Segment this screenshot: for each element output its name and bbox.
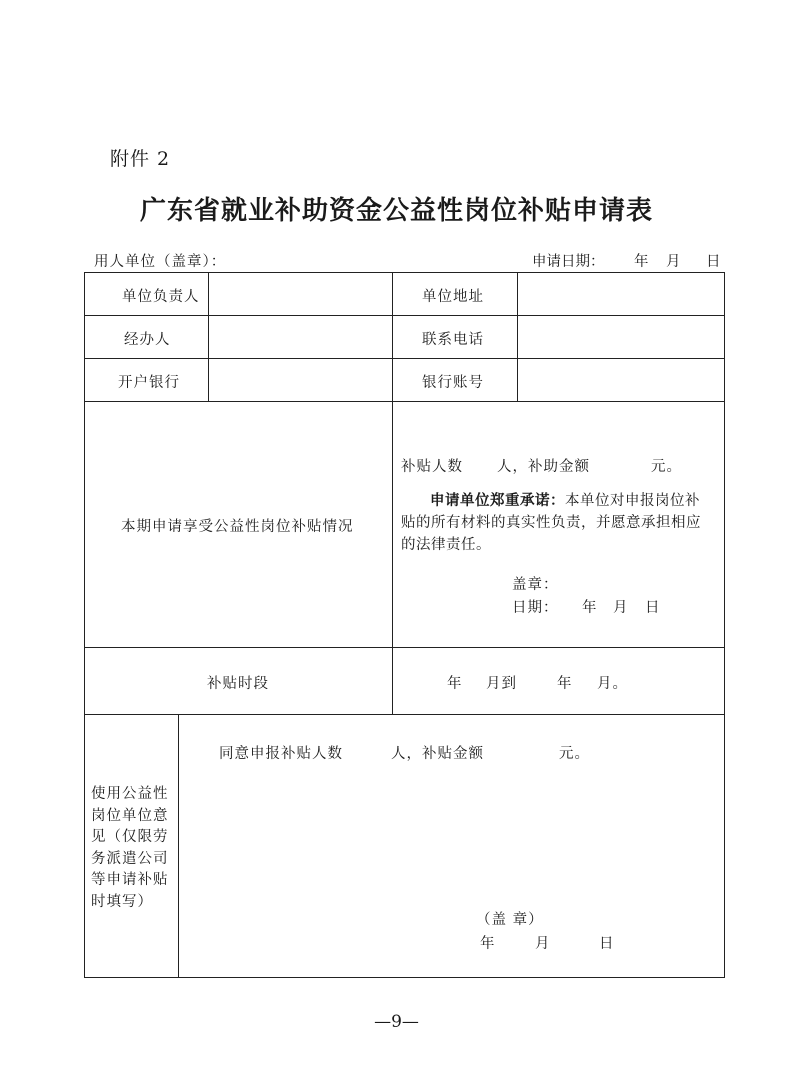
- row-divider: [85, 647, 724, 648]
- application-date-month: 月: [666, 254, 681, 270]
- column-divider: [517, 273, 518, 401]
- subsidy-date-day: 日: [645, 600, 661, 616]
- row-divider: [85, 401, 724, 402]
- pledge-line-3: 的法律责任。: [401, 537, 491, 553]
- opinion-label-line: 岗位单位意: [91, 807, 169, 824]
- period-end-month: 月。: [597, 676, 628, 692]
- period-start-month: 月到: [486, 676, 517, 692]
- opinion-date-month: 月: [535, 936, 551, 952]
- opinion-label-line: 时填写）: [91, 893, 153, 910]
- handler-label: 经办人: [124, 332, 171, 348]
- row-divider: [85, 714, 724, 715]
- current-subsidy-label: 本期申请享受公益性岗位补贴情况: [121, 519, 354, 535]
- unit-address-label: 单位地址: [422, 289, 484, 305]
- opinion-label-line: 使用公益性: [91, 786, 169, 802]
- opinion-date-day: 日: [599, 936, 615, 952]
- subsidy-seal-label: 盖章：: [512, 577, 559, 593]
- pledge-line-2: 贴的所有材料的真实性负责，并愿意承担相应: [401, 515, 701, 531]
- subsidy-count-label: 补贴人数: [401, 459, 463, 475]
- row-divider: [85, 358, 724, 359]
- subsidy-period-label: 补贴时段: [207, 676, 269, 692]
- employer-opinion-label: [91, 784, 175, 913]
- column-divider: [178, 714, 179, 977]
- application-date-day: 日: [706, 254, 721, 270]
- form-title: 广东省就业补助资金公益性岗位补贴申请表: [139, 196, 653, 226]
- employer-unit-label: 用人单位（盖章）：: [94, 254, 227, 270]
- period-end-year: 年: [557, 676, 573, 692]
- agree-yuan-unit: 元。: [559, 746, 590, 762]
- page-number: —9—: [374, 1012, 419, 1032]
- opinion-date-year: 年: [480, 936, 496, 952]
- agree-subsidy-count-label: 同意申报补贴人数: [219, 746, 343, 762]
- period-start-year: 年: [447, 676, 463, 692]
- application-form-table: [84, 272, 725, 978]
- pledge-statement: [401, 490, 719, 556]
- opinion-label-line: 务派遣公司: [91, 850, 169, 867]
- subsidy-yuan-unit: 元。: [651, 459, 682, 475]
- subsidy-date-label: 日期：: [512, 600, 559, 616]
- subsidy-date-month: 月: [613, 600, 629, 616]
- bank-account-label: 银行账号: [422, 375, 484, 391]
- opinion-seal-label: （盖 章）: [476, 912, 544, 928]
- subsidy-date-year: 年: [582, 600, 598, 616]
- pledge-line-1: 本单位对申报岗位补: [565, 493, 700, 509]
- bank-name-label: 开户银行: [118, 375, 180, 391]
- attachment-label: 附件 2: [110, 148, 171, 170]
- pledge-heading: 申请单位郑重承诺：: [430, 493, 565, 509]
- column-divider: [392, 273, 393, 714]
- application-date-label: 申请日期：: [532, 254, 605, 270]
- opinion-label-line: 见（仅限劳: [91, 829, 169, 845]
- agree-persons-unit: 人，补贴金额: [391, 746, 484, 762]
- contact-phone-label: 联系电话: [422, 332, 484, 348]
- unit-head-label: 单位负责人: [122, 289, 200, 305]
- opinion-label-line: 等申请补贴: [91, 872, 169, 888]
- column-divider: [208, 273, 209, 401]
- row-divider: [85, 315, 724, 316]
- subsidy-persons-unit: 人，补助金额: [497, 459, 590, 475]
- application-date-year: 年: [634, 254, 649, 270]
